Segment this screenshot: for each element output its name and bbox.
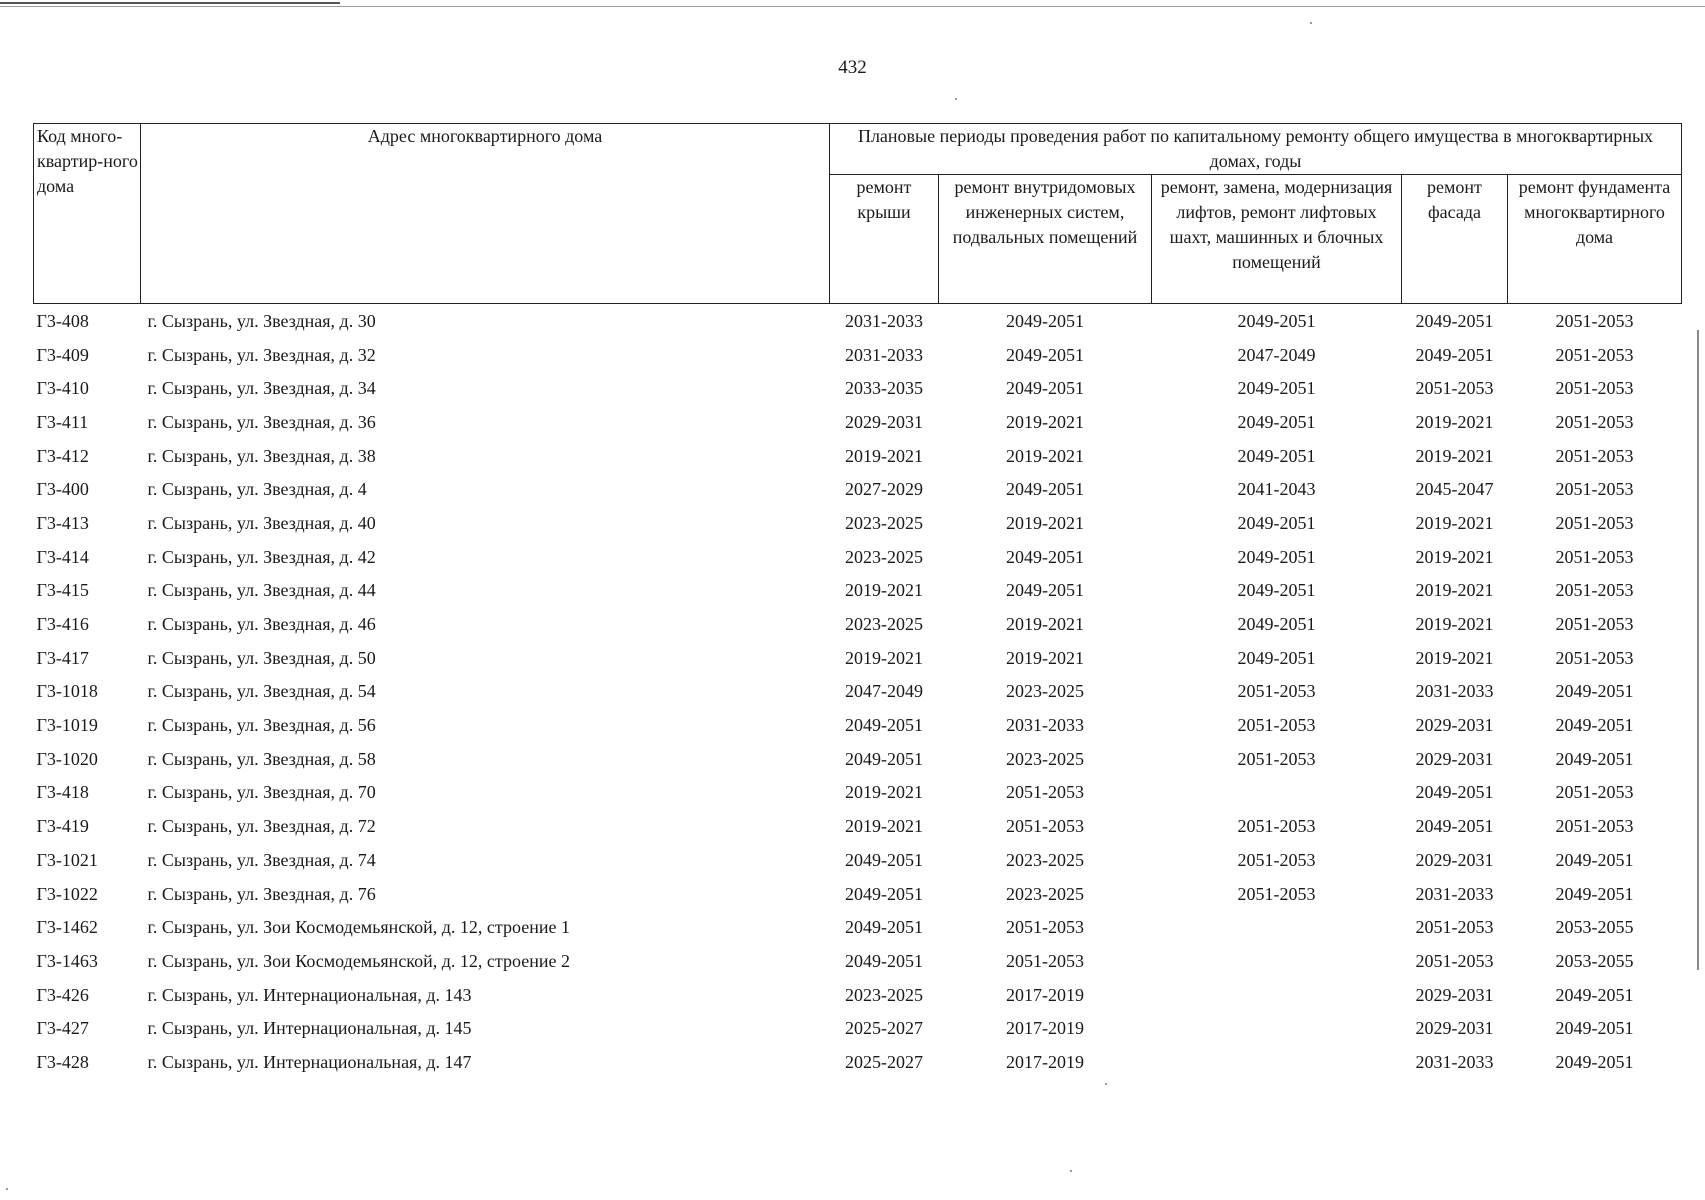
cell-facade: 2019-2021 [1415,512,1494,533]
table-row [34,708,1682,742]
cell-code: Г3-400 [36,479,89,500]
cell-facade: 2019-2021 [1415,546,1494,567]
header-address: Адрес многоквартирного дома [141,124,830,304]
scan-speck [6,1188,8,1190]
table-row [34,439,1682,473]
cell-foundation: 2051-2053 [1555,647,1634,668]
page-number: 432 [838,57,867,78]
cell-lifts [1152,978,1402,1012]
cell-engineering: 2023-2025 [1006,748,1084,769]
table-row [34,338,1682,372]
cell-foundation: 2051-2053 [1555,344,1634,365]
cell-lifts: 2051-2053 [1237,715,1316,736]
cell-facade: 2045-2047 [1415,479,1494,500]
cell-roof: 2019-2021 [845,445,923,466]
cell-foundation: 2049-2051 [1555,715,1634,736]
table-row [34,776,1682,810]
table-row [34,1045,1682,1079]
cell-lifts: 2041-2043 [1237,479,1316,500]
table-row [34,978,1682,1012]
cell-code: Г3-415 [36,580,89,601]
scan-speck [1310,22,1312,24]
header-code: Код много-квартир-ного дома [34,124,141,304]
cell-address: г. Сызрань, ул. Звездная, д. 32 [147,344,376,365]
cell-address: г. Сызрань, ул. Звездная, д. 58 [147,748,376,769]
cell-engineering: 2019-2021 [1006,512,1084,533]
cell-engineering: 2023-2025 [1006,681,1084,702]
cell-foundation: 2049-2051 [1555,1051,1634,1072]
table-header [34,124,1682,304]
cell-address: г. Сызрань, ул. Звездная, д. 74 [147,849,376,870]
scan-speck [1105,1083,1107,1085]
cell-foundation: 2053-2055 [1555,917,1634,938]
cell-engineering: 2019-2021 [1006,445,1084,466]
cell-code: Г3-1022 [36,883,98,904]
cell-facade: 2029-2031 [1415,849,1494,870]
cell-address: г. Сызрань, ул. Зои Космодемьянской, д. 12, строение 1 [147,917,570,938]
cell-lifts: 2049-2051 [1237,647,1316,668]
cell-address: г. Сызрань, ул. Звездная, д. 56 [147,715,376,736]
header-periods-group: Плановые периоды проведения работ по капитальному ремонту общего имущества в многоквартирных домах, годы [830,124,1682,175]
cell-foundation: 2051-2053 [1555,411,1634,432]
cell-facade: 2051-2053 [1415,917,1494,938]
cell-engineering: 2049-2051 [1006,546,1084,567]
cell-roof: 2023-2025 [845,614,923,635]
cell-lifts [1152,910,1402,944]
cell-roof: 2031-2033 [845,344,923,365]
cell-roof: 2023-2025 [845,512,923,533]
scan-edge-line-right [1697,330,1699,970]
cell-engineering: 2051-2053 [1006,950,1084,971]
cell-roof: 2049-2051 [845,748,923,769]
cell-roof: 2027-2029 [845,479,923,500]
cell-facade: 2029-2031 [1415,748,1494,769]
cell-roof: 2019-2021 [845,782,923,803]
cell-roof: 2019-2021 [845,816,923,837]
cell-roof: 2023-2025 [845,546,923,567]
cell-facade: 2019-2021 [1415,411,1494,432]
cell-address: г. Сызрань, ул. Интернациональная, д. 143 [147,984,472,1005]
cell-engineering: 2051-2053 [1006,816,1084,837]
cell-address: г. Сызрань, ул. Звездная, д. 36 [147,411,376,432]
cell-code: Г3-409 [36,344,89,365]
cell-facade: 2049-2051 [1415,816,1494,837]
cell-code: Г3-419 [36,816,89,837]
cell-lifts [1152,776,1402,810]
cell-address: г. Сызрань, ул. Звездная, д. 4 [147,479,367,500]
cell-facade: 2049-2051 [1415,344,1494,365]
cell-roof: 2019-2021 [845,647,923,668]
cell-address: г. Сызрань, ул. Звездная, д. 54 [147,681,376,702]
cell-address: г. Сызрань, ул. Звездная, д. 46 [147,614,376,635]
cell-code: Г3-1462 [36,917,98,938]
cell-code: Г3-412 [36,445,89,466]
cell-facade: 2051-2053 [1415,378,1494,399]
table-row [34,944,1682,978]
cell-engineering: 2017-2019 [1006,1051,1084,1072]
cell-roof: 2025-2027 [845,1051,923,1072]
cell-address: г. Сызрань, ул. Звездная, д. 72 [147,816,376,837]
cell-lifts [1152,944,1402,978]
cell-lifts: 2051-2053 [1237,849,1316,870]
cell-code: Г3-410 [36,378,89,399]
table-row [34,675,1682,709]
cell-lifts [1152,1011,1402,1045]
cell-foundation: 2051-2053 [1555,310,1634,331]
table-row [34,641,1682,675]
scan-speck [1070,1170,1072,1172]
cell-engineering: 2023-2025 [1006,883,1084,904]
cell-facade: 2049-2051 [1415,310,1494,331]
cell-roof: 2047-2049 [845,681,923,702]
cell-address: г. Сызрань, ул. Звездная, д. 34 [147,378,376,399]
cell-foundation: 2051-2053 [1555,479,1634,500]
cell-code: Г3-411 [36,411,89,432]
cell-code: Г3-1021 [36,849,98,870]
cell-facade: 2049-2051 [1415,782,1494,803]
table-row [34,607,1682,641]
table-row [34,506,1682,540]
cell-engineering: 2051-2053 [1006,917,1084,938]
cell-foundation: 2051-2053 [1555,580,1634,601]
cell-facade: 2031-2033 [1415,681,1494,702]
cell-address: г. Сызрань, ул. Звездная, д. 44 [147,580,376,601]
capital-repair-schedule-table [33,123,1682,1079]
cell-foundation: 2051-2053 [1555,512,1634,533]
cell-address: г. Сызрань, ул. Интернациональная, д. 145 [147,1018,472,1039]
cell-facade: 2019-2021 [1415,614,1494,635]
cell-code: Г3-413 [36,512,89,533]
cell-lifts [1152,1045,1402,1079]
cell-engineering: 2017-2019 [1006,984,1084,1005]
cell-engineering: 2017-2019 [1006,1018,1084,1039]
cell-foundation: 2049-2051 [1555,748,1634,769]
table-row [34,405,1682,439]
cell-engineering: 2023-2025 [1006,849,1084,870]
cell-lifts: 2049-2051 [1237,411,1316,432]
cell-engineering: 2019-2021 [1006,614,1084,635]
cell-address: г. Сызрань, ул. Звездная, д. 38 [147,445,376,466]
cell-lifts: 2049-2051 [1237,378,1316,399]
cell-foundation: 2051-2053 [1555,445,1634,466]
cell-facade: 2019-2021 [1415,580,1494,601]
cell-foundation: 2051-2053 [1555,816,1634,837]
header-facade: ремонт фасада [1402,175,1508,304]
header-engineering: ремонт внутридомовых инженерных систем, подвальных помещений [939,175,1152,304]
cell-engineering: 2019-2021 [1006,647,1084,668]
scan-edge-line [0,6,1705,7]
cell-address: г. Сызрань, ул. Звездная, д. 70 [147,782,376,803]
cell-engineering: 2049-2051 [1006,310,1084,331]
cell-lifts: 2049-2051 [1237,614,1316,635]
table-row [34,843,1682,877]
cell-code: Г3-408 [36,310,89,331]
cell-engineering: 2019-2021 [1006,411,1084,432]
cell-facade: 2051-2053 [1415,950,1494,971]
cell-address: г. Сызрань, ул. Зои Космодемьянской, д. 12, строение 2 [147,950,570,971]
header-roof: ремонт крыши [830,175,939,304]
cell-foundation: 2049-2051 [1555,849,1634,870]
cell-code: Г3-416 [36,614,89,635]
cell-address: г. Сызрань, ул. Звездная, д. 42 [147,546,376,567]
cell-address: г. Сызрань, ул. Интернациональная, д. 147 [147,1051,472,1072]
cell-facade: 2019-2021 [1415,647,1494,668]
table-row [34,540,1682,574]
table-body [34,304,1682,1079]
cell-foundation: 2051-2053 [1555,378,1634,399]
cell-facade: 2029-2031 [1415,984,1494,1005]
header-foundation: ремонт фундамента многоквартирного дома [1508,175,1682,304]
cell-roof: 2029-2031 [845,411,923,432]
cell-foundation: 2053-2055 [1555,950,1634,971]
cell-facade: 2031-2033 [1415,883,1494,904]
cell-address: г. Сызрань, ул. Звездная, д. 30 [147,310,376,331]
cell-lifts: 2049-2051 [1237,512,1316,533]
cell-engineering: 2049-2051 [1006,479,1084,500]
cell-engineering: 2031-2033 [1006,715,1084,736]
table-row [34,809,1682,843]
header-lifts: ремонт, замена, модернизация лифтов, ремонт лифтовых шахт, машинных и блочных помещений [1152,175,1402,304]
cell-code: Г3-414 [36,546,89,567]
cell-facade: 2029-2031 [1415,1018,1494,1039]
cell-lifts: 2049-2051 [1237,546,1316,567]
cell-roof: 2049-2051 [845,849,923,870]
scan-edge-mark [0,2,340,4]
cell-engineering: 2049-2051 [1006,580,1084,601]
cell-address: г. Сызрань, ул. Звездная, д. 40 [147,512,376,533]
cell-facade: 2031-2033 [1415,1051,1494,1072]
cell-roof: 2023-2025 [845,984,923,1005]
cell-roof: 2031-2033 [845,310,923,331]
table-row [34,304,1682,338]
cell-code: Г3-426 [36,984,89,1005]
cell-lifts: 2051-2053 [1237,883,1316,904]
cell-foundation: 2049-2051 [1555,681,1634,702]
cell-code: Г3-1463 [36,950,98,971]
table-row [34,910,1682,944]
cell-code: Г3-1020 [36,748,98,769]
cell-foundation: 2049-2051 [1555,1018,1634,1039]
cell-code: Г3-418 [36,782,89,803]
cell-foundation: 2049-2051 [1555,883,1634,904]
cell-lifts: 2049-2051 [1237,445,1316,466]
table-row [34,472,1682,506]
cell-foundation: 2051-2053 [1555,614,1634,635]
cell-facade: 2019-2021 [1415,445,1494,466]
table-row [34,1011,1682,1045]
scan-speck [955,98,957,100]
cell-address: г. Сызрань, ул. Звездная, д. 76 [147,883,376,904]
cell-code: Г3-417 [36,647,89,668]
cell-code: Г3-428 [36,1051,89,1072]
cell-roof: 2019-2021 [845,580,923,601]
cell-code: Г3-427 [36,1018,89,1039]
cell-roof: 2033-2035 [845,378,923,399]
cell-roof: 2049-2051 [845,883,923,904]
cell-roof: 2049-2051 [845,917,923,938]
cell-foundation: 2049-2051 [1555,984,1634,1005]
cell-roof: 2025-2027 [845,1018,923,1039]
cell-foundation: 2051-2053 [1555,546,1634,567]
cell-lifts: 2049-2051 [1237,310,1316,331]
cell-address: г. Сызрань, ул. Звездная, д. 50 [147,647,376,668]
cell-engineering: 2049-2051 [1006,344,1084,365]
cell-code: Г3-1019 [36,715,98,736]
cell-lifts: 2049-2051 [1237,580,1316,601]
table-row [34,742,1682,776]
cell-lifts: 2051-2053 [1237,681,1316,702]
cell-roof: 2049-2051 [845,950,923,971]
cell-facade: 2029-2031 [1415,715,1494,736]
cell-lifts: 2047-2049 [1237,344,1316,365]
cell-lifts: 2051-2053 [1237,748,1316,769]
cell-foundation: 2051-2053 [1555,782,1634,803]
cell-lifts: 2051-2053 [1237,816,1316,837]
cell-code: Г3-1018 [36,681,98,702]
table-row [34,574,1682,608]
table-row [34,371,1682,405]
cell-engineering: 2051-2053 [1006,782,1084,803]
cell-engineering: 2049-2051 [1006,378,1084,399]
table-row [34,877,1682,911]
cell-roof: 2049-2051 [845,715,923,736]
